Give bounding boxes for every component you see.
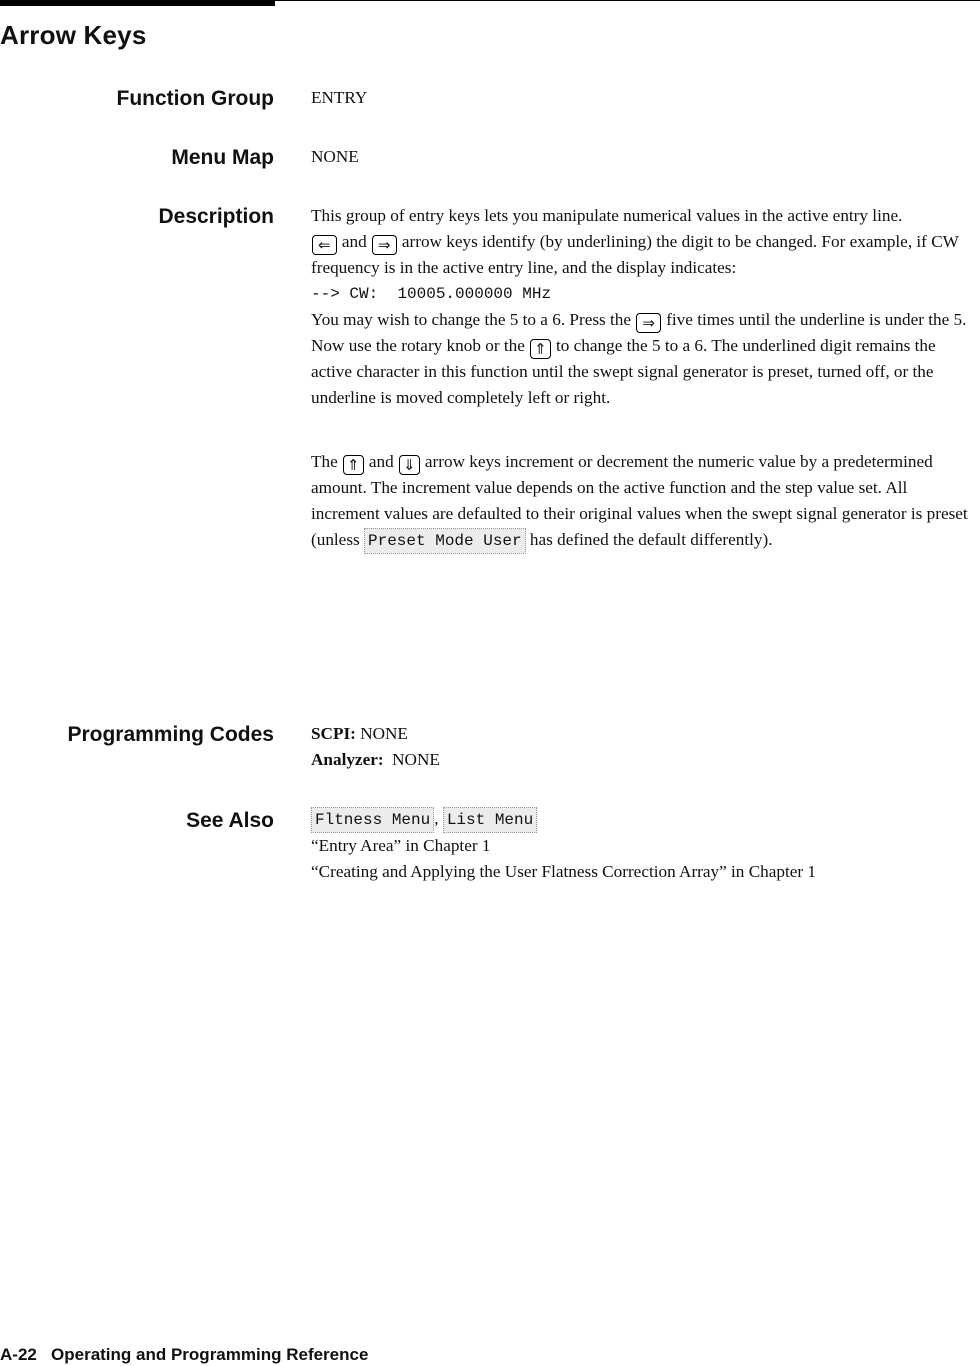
analyzer-label: Analyzer: xyxy=(311,750,384,769)
programming-codes-body xyxy=(311,721,973,773)
scpi-line xyxy=(311,721,973,747)
see-also-ref-flatness: “Creating and Applying the User Flatness Correction Array” in Chapter 1 xyxy=(311,862,816,881)
top-rule-thick xyxy=(0,0,275,6)
right-arrow-key[interactable]: ⇒ xyxy=(372,235,397,255)
description-paragraph-3: You may wish to change the 5 to a 6. Press the ⇒ five times until the underline is under the 5. Now use the rotary knob or the ⇑ to change the 5 to a 6. The underlined digit remains the active character in this function until the swept signal generator is preset, turned off, or the underline is moved completely left or right. xyxy=(311,310,967,407)
preset-mode-user-softkey[interactable]: Preset Mode User xyxy=(364,528,526,554)
down-arrow-key[interactable]: ⇓ xyxy=(399,455,420,475)
see-also-ref-entry-area: “Entry Area” in Chapter 1 xyxy=(311,836,491,855)
description-paragraph-1: This group of entry keys lets you manipulate numerical values in the active entry line. xyxy=(311,206,903,225)
right-arrow-key[interactable]: ⇒ xyxy=(636,313,661,333)
analyzer-line xyxy=(311,747,973,773)
function-group-heading: Function Group xyxy=(116,87,274,110)
up-arrow-key[interactable]: ⇑ xyxy=(530,339,551,359)
top-rule-thin xyxy=(275,0,980,1)
description-body xyxy=(311,203,973,554)
scpi-value: NONE xyxy=(355,724,408,743)
page-title: Arrow Keys xyxy=(0,20,147,50)
menu-map-heading: Menu Map xyxy=(171,146,274,169)
see-also-heading: See Also xyxy=(186,809,274,832)
description-heading: Description xyxy=(158,205,274,228)
description-paragraph-2: ⇐ and ⇒ arrow keys identify (by underlining) the digit to be changed. For example, if CW frequency is in the active entry line, and the display indicates: xyxy=(311,232,959,277)
programming-codes-heading: Programming Codes xyxy=(67,723,274,746)
scpi-label: SCPI: xyxy=(311,724,356,743)
fltness-menu-softkey[interactable]: Fltness Menu xyxy=(311,807,434,833)
description-paragraph-4: The ⇑ and ⇓ arrow keys increment or decrement the numeric value by a predetermined amount. The increment value depends on the active function and the step value set. All increment values are defaulted to their original values when the swept signal generator is preset (unless Preset Mode User has defined the default differently). xyxy=(311,449,973,554)
function-group-value: ENTRY xyxy=(311,88,368,107)
up-arrow-key[interactable]: ⇑ xyxy=(343,455,364,475)
menu-map-value: NONE xyxy=(311,147,359,166)
see-also-softkeys: Fltness Menu , List Menu xyxy=(311,806,973,833)
page-footer: A-22 Operating and Programming Reference xyxy=(0,1345,369,1364)
display-readout: --> CW: 10005.000000 MHz xyxy=(311,285,552,303)
see-also-body xyxy=(311,806,973,885)
analyzer-value: NONE xyxy=(383,750,440,769)
list-menu-softkey[interactable]: List Menu xyxy=(443,807,537,833)
left-arrow-key[interactable]: ⇐ xyxy=(312,235,337,255)
